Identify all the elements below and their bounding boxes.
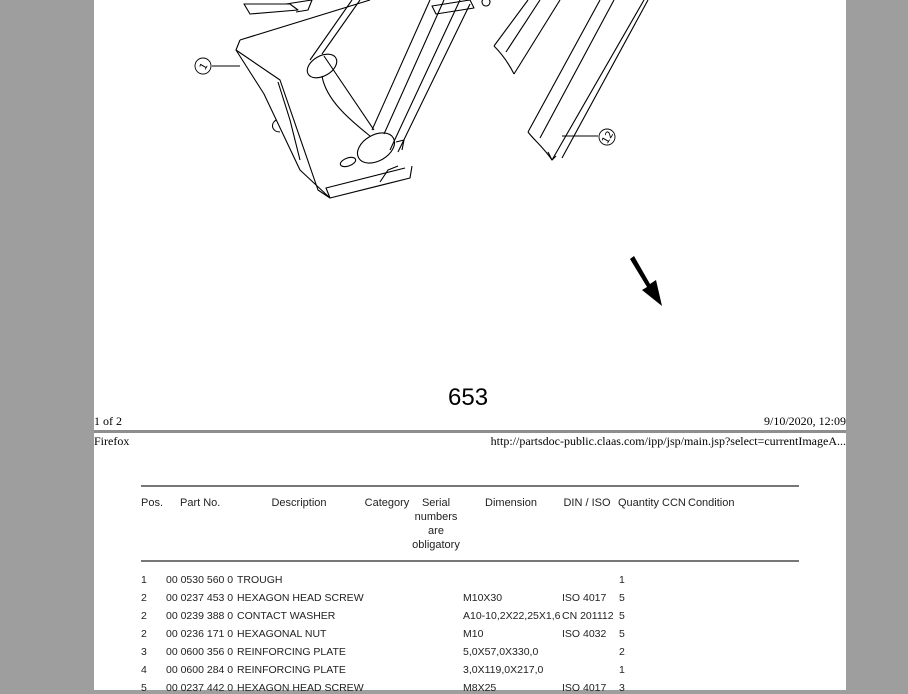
header-serial: Serial numbers are obligatory	[412, 497, 460, 551]
table-cell-part-no: 00 0530 560 0	[166, 574, 234, 586]
table-cell-part-no: 00 0600 284 0	[166, 664, 234, 676]
callout-12: 12	[600, 129, 617, 147]
table-cell-din-iso: ISO 4017	[562, 592, 607, 604]
table-cell-description: HEXAGON HEAD SCREW	[237, 682, 364, 694]
table-cell-pos: 2	[141, 628, 147, 640]
header-din-iso: DIN / ISO	[563, 497, 611, 509]
table-cell-pos: 4	[141, 664, 147, 676]
header-dimension: Dimension	[485, 497, 537, 509]
table-cell-quantity: 2	[619, 646, 625, 658]
table-cell-description: REINFORCING PLATE	[237, 646, 346, 658]
header-description: Description	[271, 497, 327, 509]
table-cell-description: CONTACT WASHER	[237, 610, 336, 622]
table-cell-din-iso: CN 201112	[562, 610, 614, 622]
table-cell-dimension: 5,0X57,0X330,0	[463, 646, 539, 658]
header-ccn: CCN	[662, 497, 686, 509]
table-cell-dimension: M10	[463, 628, 484, 640]
table-cell-quantity: 5	[619, 610, 625, 622]
table-cell-dimension: M8X25	[463, 682, 497, 694]
header-quantity: Quantity	[618, 497, 659, 509]
table-cell-dimension: A10-10,2X22,25X1,6	[463, 610, 561, 622]
table-cell-din-iso: ISO 4017	[562, 682, 607, 694]
table-cell-description: REINFORCING PLATE	[237, 664, 346, 676]
callout-1: 1	[197, 61, 211, 73]
browser-name: Firefox	[94, 434, 130, 448]
header-condition: Condition	[688, 497, 735, 509]
table-cell-part-no: 00 0237 453 0	[166, 592, 234, 604]
table-cell-din-iso: ISO 4032	[562, 628, 607, 640]
table-cell-part-no: 00 0239 388 0	[166, 610, 234, 622]
print-page-counter: 1 of 2	[94, 414, 122, 428]
table-cell-pos: 1	[141, 574, 147, 586]
table-cell-quantity: 5	[619, 592, 625, 604]
table-cell-part-no: 00 0237 442 0	[166, 682, 234, 694]
table-cell-dimension: 3,0X119,0X217,0	[463, 664, 544, 676]
table-cell-quantity: 1	[619, 574, 625, 586]
page-number: 653	[448, 384, 489, 411]
table-cell-pos: 2	[141, 610, 147, 622]
header-pos: Pos.	[141, 497, 164, 509]
table-cell-description: HEXAGONAL NUT	[237, 628, 327, 640]
print-timestamp: 9/10/2020, 12:09	[763, 414, 846, 428]
print-page-2	[94, 433, 846, 694]
table-header-rule	[141, 560, 799, 562]
table-cell-pos: 2	[141, 592, 147, 604]
table-cell-part-no: 00 0600 356 0	[166, 646, 234, 658]
table-cell-quantity: 5	[619, 628, 625, 640]
direction-arrow-icon	[630, 256, 662, 306]
page-url: http://partsdoc-public.claas.com/ipp/jsp/main.jsp?select=currentImageA...	[490, 434, 846, 448]
table-top-rule	[141, 485, 799, 487]
header-part-no: Part No.	[180, 497, 221, 509]
header-category: Category	[364, 497, 410, 509]
table-cell-quantity: 1	[619, 664, 625, 676]
print-page-1	[94, 0, 846, 430]
table-cell-description: TROUGH	[237, 574, 283, 586]
table-cell-dimension: M10X30	[463, 592, 503, 604]
table-cell-description: HEXAGON HEAD SCREW	[237, 592, 364, 604]
table-cell-quantity: 3	[619, 682, 625, 694]
table-cell-pos: 5	[141, 682, 147, 694]
table-cell-pos: 3	[141, 646, 147, 658]
table-cell-part-no: 00 0236 171 0	[166, 628, 234, 640]
exploded-parts-drawing	[94, 0, 846, 410]
